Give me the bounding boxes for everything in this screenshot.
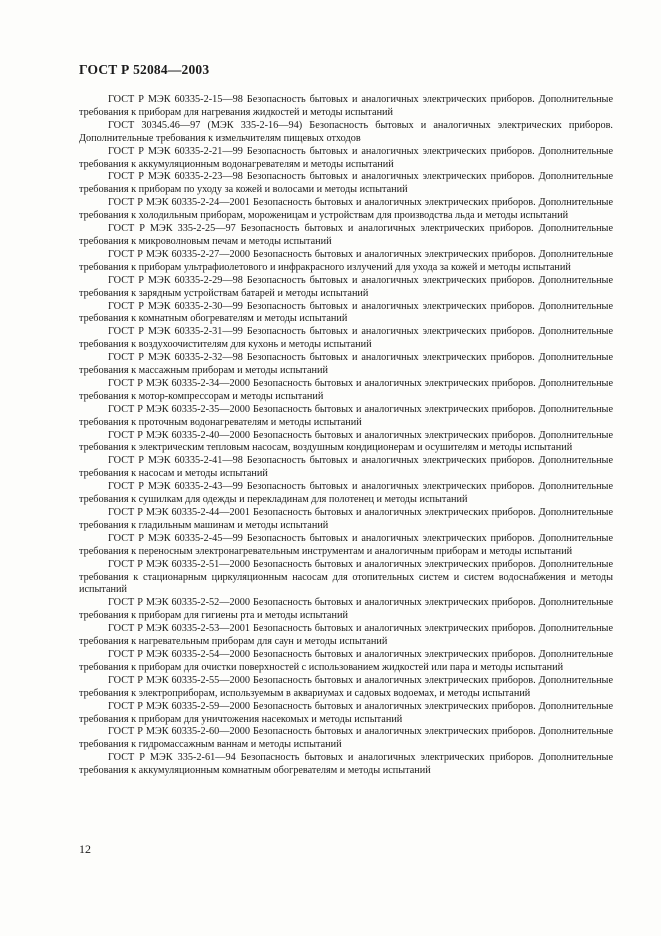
document-header: ГОСТ Р 52084—2003 bbox=[79, 62, 210, 77]
list-item: ГОСТ Р МЭК 60335-2-32—98 Безопасность бытовых и аналогичных электрических приборов. Дополнительные требования к массажным приборам и методы испытаний bbox=[79, 352, 613, 377]
page-number: 12 bbox=[79, 842, 91, 856]
list-item: ГОСТ Р МЭК 60335-2-40—2000 Безопасность бытовых и аналогичных электрических приборов. Дополнительные требования к электрическим тепловым насосам, воздушным кондиционерам и осушителям и методы испытаний bbox=[79, 429, 613, 454]
list-item: ГОСТ Р МЭК 60335-2-31—99 Безопасность бытовых и аналогичных электрических приборов. Дополнительные требования к воздухоочистителям для кухонь и методы испытаний bbox=[79, 326, 613, 351]
list-item: ГОСТ Р МЭК 60335-2-21—99 Безопасность бытовых и аналогичных электрических приборов. Дополнительные требования к аккумуляционным водонагревателям и методы испытаний bbox=[79, 145, 613, 170]
list-item: ГОСТ Р МЭК 60335-2-44—2001 Безопасность бытовых и аналогичных электрических приборов. Дополнительные требования к гладильным машинам и методы испытаний bbox=[79, 507, 613, 531]
list-item: ГОСТ 30345.46—97 (МЭК 335-2-16—94) Безопасность бытовых и аналогичных электрических приборов. Дополнительные требования к измельчителям пищевых отходов bbox=[79, 119, 613, 144]
list-item: ГОСТ Р МЭК 60335-2-51—2000 Безопасность бытовых и аналогичных электрических приборов. Дополнительные требования к стационарным циркуляционным насосам для отопительных систем и систем водоснабжения и методы испытаний bbox=[79, 558, 613, 596]
list-item: ГОСТ Р МЭК 60335-2-43—99 Безопасность бытовых и аналогичных электрических приборов. Дополнительные требования к сушилкам для одежды и перекладинам для полотенец и методы испытаний bbox=[79, 481, 613, 506]
list-item: ГОСТ Р МЭК 60335-2-45—99 Безопасность бытовых и аналогичных электрических приборов. Дополнительные требования к переносным электронагревательным инструментам и аналогичным приборам и методы испытаний bbox=[79, 532, 613, 557]
list-item: ГОСТ Р МЭК 60335-2-41—98 Безопасность бытовых и аналогичных электрических приборов. Дополнительные требования к насосам и методы испытаний bbox=[79, 455, 613, 480]
list-item: ГОСТ Р МЭК 60335-2-30—99 Безопасность бытовых и аналогичных электрических приборов. Дополнительные требования к комнатным обогревателям и методы испытаний bbox=[79, 300, 613, 325]
list-item: ГОСТ Р МЭК 335-2-25—97 Безопасность бытовых и аналогичных электрических приборов. Дополнительные требования к микроволновым печам и методы испытаний bbox=[79, 223, 613, 247]
list-item: ГОСТ Р МЭК 60335-2-23—98 Безопасность бытовых и аналогичных электрических приборов. Дополнительные требования к приборам по уходу за кожей и волосами и методы испытаний bbox=[79, 171, 613, 196]
list-item: ГОСТ Р МЭК 60335-2-35—2000 Безопасность бытовых и аналогичных электрических приборов. Дополнительные требования к проточным водонагревателям и методы испытаний bbox=[79, 403, 613, 428]
list-item: ГОСТ Р МЭК 60335-2-54—2000 Безопасность бытовых и аналогичных электрических приборов. Дополнительные требования к приборам для очистки поверхностей с использованием жидкостей или пара и методы испытаний bbox=[79, 648, 613, 673]
list-item: ГОСТ Р МЭК 335-2-61—94 Безопасность бытовых и аналогичных электрических приборов. Дополнительные требования к аккумуляционным комнатным обогревателям и методы испытаний bbox=[79, 752, 613, 777]
list-item: ГОСТ Р МЭК 60335-2-24—2001 Безопасность бытовых и аналогичных электрических приборов. Дополнительные требования к холодильным приборам, мороженицам и устройствам для производства льда и методы испытаний bbox=[79, 197, 613, 222]
list-item: ГОСТ Р МЭК 60335-2-27—2000 Безопасность бытовых и аналогичных электрических приборов. Дополнительные требования к приборам ультрафиолетового и инфракрасного излучений для ухода за кожей и методы испытаний bbox=[79, 248, 613, 273]
list-item: ГОСТ Р МЭК 60335-2-15—98 Безопасность бытовых и аналогичных электрических приборов. Дополнительные требования к приборам для нагревания жидкостей и методы испытаний bbox=[79, 94, 613, 118]
list-item: ГОСТ Р МЭК 60335-2-29—98 Безопасность бытовых и аналогичных электрических приборов. Дополнительные требования к зарядным устройствам батарей и методы испытаний bbox=[79, 274, 613, 299]
standards-list bbox=[79, 94, 613, 778]
list-item: ГОСТ Р МЭК 60335-2-34—2000 Безопасность бытовых и аналогичных электрических приборов. Дополнительные требования к мотор-компрессорам и методы испытаний bbox=[79, 377, 613, 402]
list-item: ГОСТ Р МЭК 60335-2-59—2000 Безопасность бытовых и аналогичных электрических приборов. Дополнительные требования к приборам для уничтожения насекомых и методы испытаний bbox=[79, 700, 613, 725]
list-item: ГОСТ Р МЭК 60335-2-53—2001 Безопасность бытовых и аналогичных электрических приборов. Дополнительные требования к нагревательным приборам для саун и методы испытаний bbox=[79, 623, 613, 648]
list-item: ГОСТ Р МЭК 60335-2-60—2000 Безопасность бытовых и аналогичных электрических приборов. Дополнительные требования к гидромассажным ваннам и методы испытаний bbox=[79, 726, 613, 751]
list-item: ГОСТ Р МЭК 60335-2-52—2000 Безопасность бытовых и аналогичных электрических приборов. Дополнительные требования к приборам для гигиены рта и методы испытаний bbox=[79, 597, 613, 622]
list-item: ГОСТ Р МЭК 60335-2-55—2000 Безопасность бытовых и аналогичных электрических приборов. Дополнительные требования к электроприборам, используемым в аквариумах и садовых водоемах, и методы испытаний bbox=[79, 674, 613, 699]
